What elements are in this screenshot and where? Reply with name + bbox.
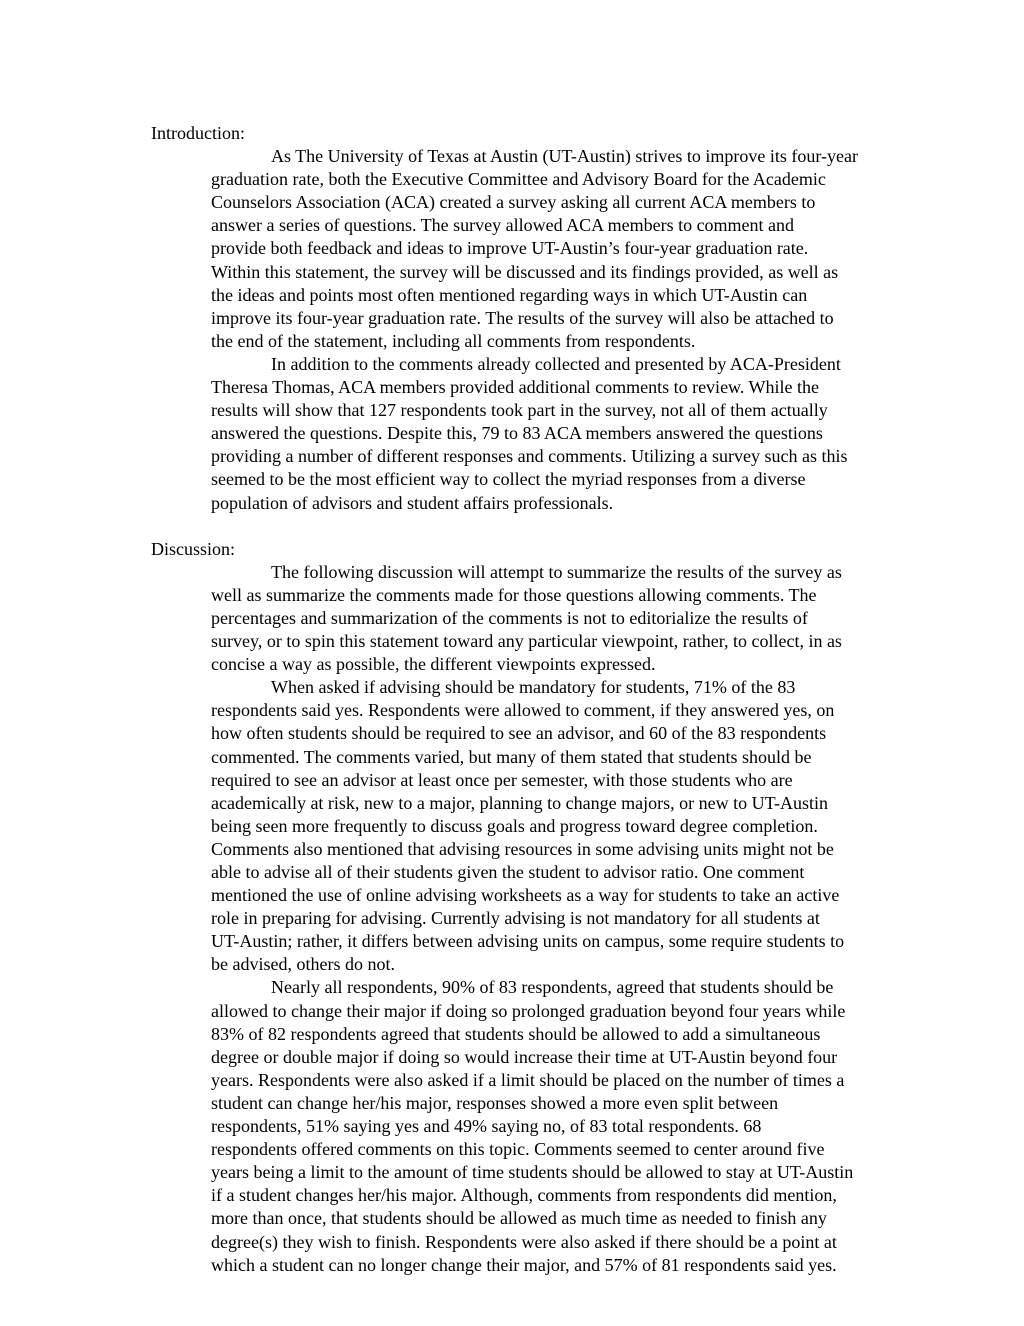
text-line: student can change her/his major, responses showed a more even split between (211, 1092, 779, 1113)
text-line: 83% of 82 respondents agreed that students should be allowed to add a simultaneous (211, 1023, 821, 1044)
section-heading-introduction: Introduction: (151, 123, 245, 143)
text-line: The following discussion will attempt to summarize the results of the survey as (271, 561, 842, 582)
text-line: allowed to change their major if doing so prolonged graduation beyond four years while (211, 1000, 846, 1021)
text-line: being seen more frequently to discuss goals and progress toward degree completion. (211, 815, 818, 836)
text-line: role in preparing for advising. Currently advising is not mandatory for all students at (211, 908, 820, 929)
text-line: results will show that 127 respondents took part in the survey, not all of them actually (211, 400, 828, 421)
text-line: years. Respondents were also asked if a limit should be placed on the number of times a (211, 1069, 845, 1090)
text-line: respondents, 51% saying yes and 49% saying no, of 83 total respondents. 68 (211, 1116, 762, 1137)
text-line: respondents offered comments on this topic. Comments seemed to center around five (211, 1139, 825, 1160)
text-line: percentages and summarization of the comments is not to editorialize the results of (211, 607, 808, 628)
text-line: how often students should be required to see an advisor, and 60 of the 83 respondents (211, 723, 827, 744)
text-line: commented. The comments varied, but many of them stated that students should be (211, 746, 812, 767)
text-line: Theresa Thomas, ACA members provided additional comments to review. While the (211, 377, 820, 398)
text-line: concise a way as possible, the different viewpoints expressed. (211, 654, 656, 675)
text-line: degree(s) they wish to finish. Respondents were also asked if there should be a point at (211, 1231, 837, 1252)
text-line: In addition to the comments already collected and presented by ACA-President (271, 353, 841, 374)
text-line: more than once, that students should be allowed as much time as needed to finish any (211, 1208, 827, 1229)
paragraph (151, 561, 873, 676)
text-line: mentioned the use of online advising worksheets as a way for students to take an active (211, 885, 840, 906)
paragraph (151, 353, 873, 515)
text-line: provide both feedback and ideas to improve UT-Austin’s four-year graduation rate. (211, 238, 809, 259)
text-line: be advised, others do not. (211, 954, 395, 975)
text-line: the ideas and points most often mentioned regarding ways in which UT-Austin can (211, 284, 808, 305)
text-line: When asked if advising should be mandatory for students, 71% of the 83 (271, 677, 796, 698)
text-line: which a student can no longer change their major, and 57% of 81 respondents said yes. (211, 1254, 837, 1275)
text-line: Within this statement, the survey will be discussed and its findings provided, as well as (211, 261, 839, 282)
text-line: the end of the statement, including all comments from respondents. (211, 330, 696, 351)
paragraph-spacer (151, 515, 873, 538)
text-line: Comments also mentioned that advising resources in some advising units might not be (211, 838, 834, 859)
text-line: Counselors Association (ACA) created a survey asking all current ACA members to (211, 192, 816, 213)
text-line: respondents said yes. Respondents were allowed to comment, if they answered yes, on (211, 700, 835, 721)
text-line: academically at risk, new to a major, planning to change majors, or new to UT-Austin (211, 792, 828, 813)
text-line: Nearly all respondents, 90% of 83 respondents, agreed that students should be (271, 977, 834, 998)
text-line: years being a limit to the amount of time students should be allowed to stay at UT-Austin (211, 1162, 854, 1183)
paragraph (151, 145, 873, 353)
text-line: answered the questions. Despite this, 79 to 83 ACA members answered the questions (211, 423, 823, 444)
document-page (151, 122, 873, 1277)
text-line: required to see an advisor at least once per semester, with those students who are (211, 769, 793, 790)
text-line: survey, or to spin this statement toward any particular viewpoint, rather, to collect, in as (211, 631, 842, 652)
paragraph (151, 976, 873, 1276)
text-line: providing a number of different responses and comments. Utilizing a survey such as this (211, 446, 848, 467)
text-line: improve its four-year graduation rate. The results of the survey will also be attached to (211, 307, 834, 328)
text-line: able to advise all of their students given the student to advisor ratio. One comment (211, 862, 805, 882)
text-line: As The University of Texas at Austin (UT-Austin) strives to improve its four-year (271, 146, 858, 167)
text-line: population of advisors and student affairs professionals. (211, 492, 614, 513)
text-line: if a student changes her/his major. Although, comments from respondents did mention, (211, 1185, 837, 1206)
section-heading-discussion: Discussion: (151, 538, 236, 559)
text-line: seemed to be the most efficient way to collect the myriad responses from a diverse (211, 469, 806, 490)
paragraph (151, 676, 873, 976)
text-line: well as summarize the comments made for those questions allowing comments. The (211, 584, 817, 605)
text-line: UT-Austin; rather, it differs between advising units on campus, some require students to (211, 931, 845, 952)
text-line: degree or double major if doing so would increase their time at UT-Austin beyond four (211, 1046, 838, 1067)
text-line: graduation rate, both the Executive Committee and Advisory Board for the Academic (211, 169, 826, 190)
text-line: answer a series of questions. The survey allowed ACA members to comment and (211, 215, 795, 236)
